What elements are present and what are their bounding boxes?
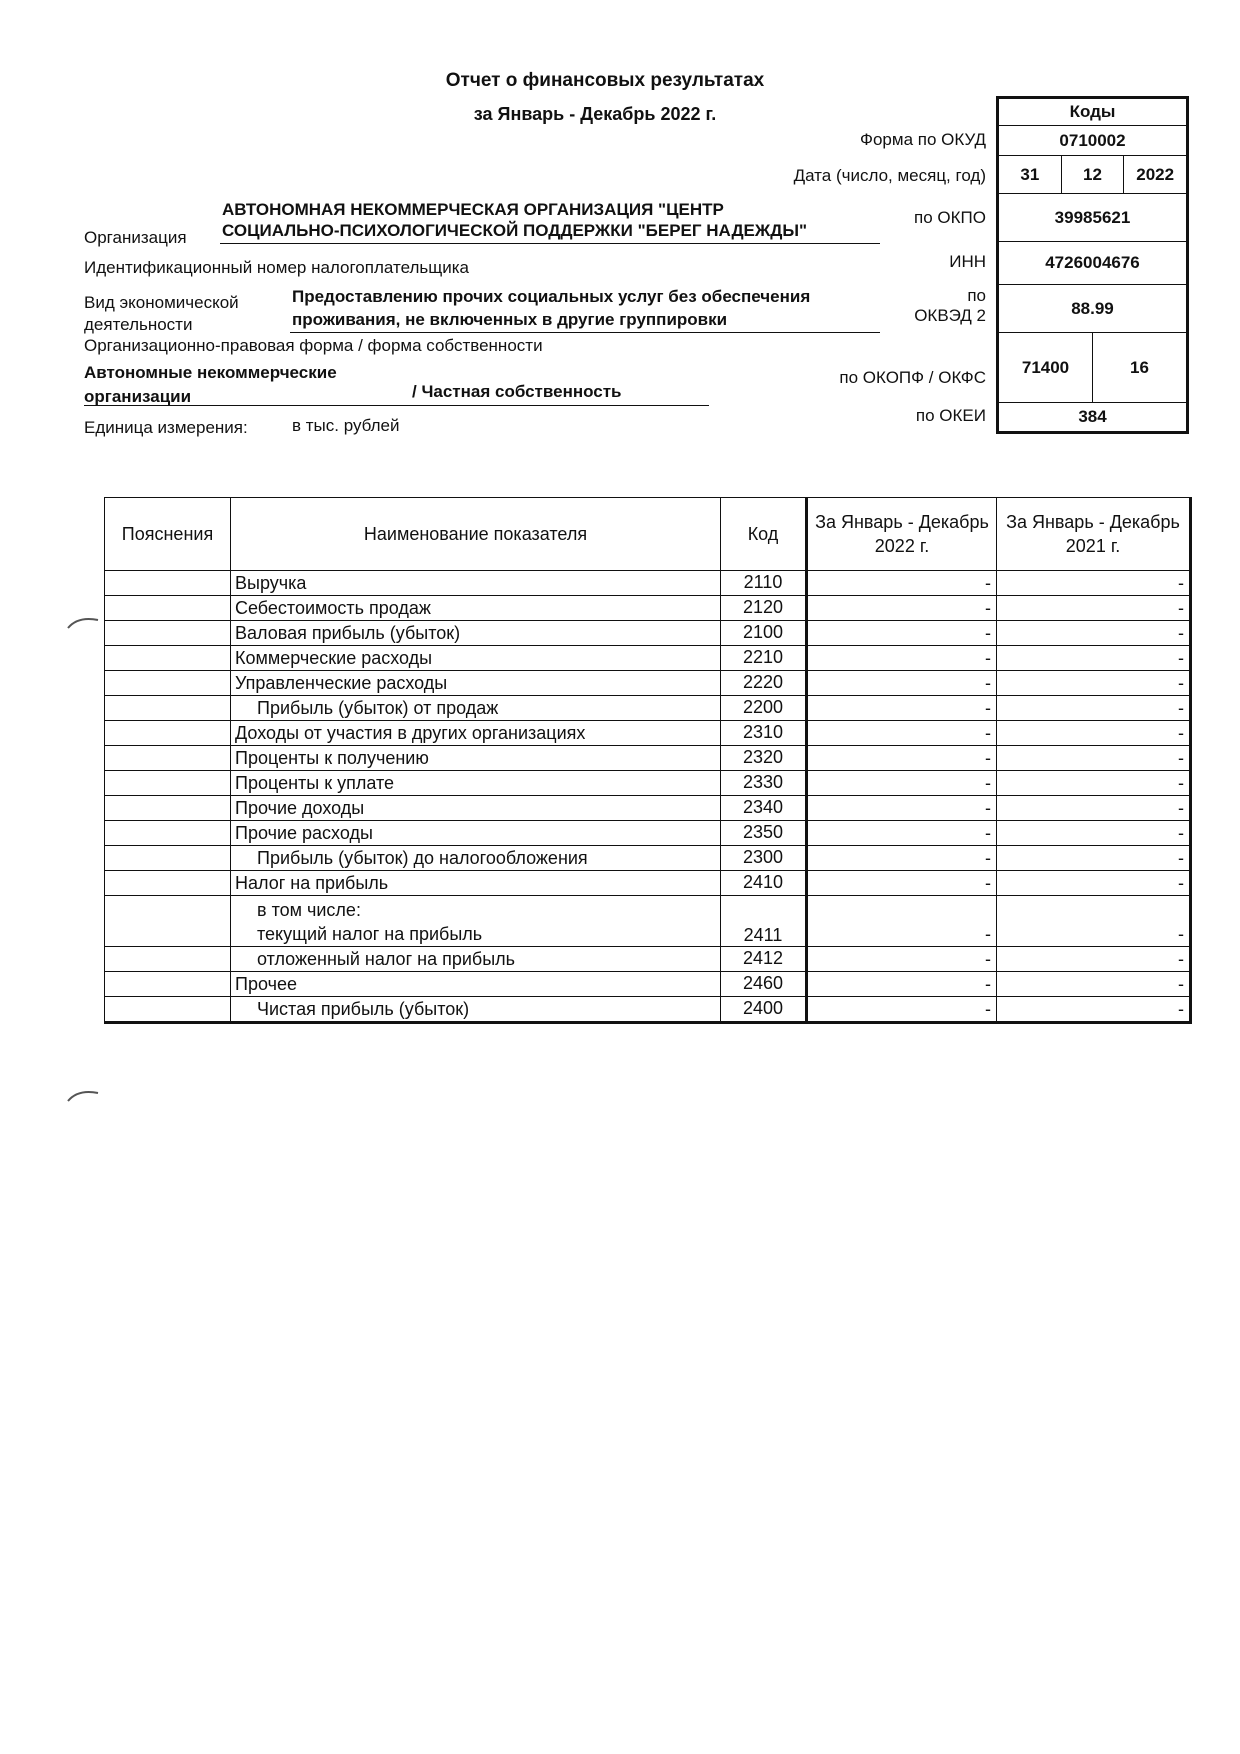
row-value-2022: - [807,997,997,1023]
notes-cell [105,997,231,1023]
row-name: Прочие расходы [231,821,721,846]
row-name-prefix: в том числе: [257,900,361,920]
row-code: 2340 [721,796,807,821]
notes-cell [105,671,231,696]
table-row [105,947,1191,972]
row-value-2022: - [807,696,997,721]
row-code: 2200 [721,696,807,721]
table-row [105,646,1191,671]
table-row [105,896,1191,947]
inn-row-label: Идентификационный номер налогоплательщика [84,258,469,277]
table-row [105,771,1191,796]
report-title: Отчет о финансовых результатах [445,70,765,91]
okpo-value: 39985621 [999,194,1186,242]
date-day: 31 [999,156,1062,193]
table-row [105,821,1191,846]
col-2021-header [997,498,1191,571]
okfs-value: 16 [1130,357,1149,377]
row-code: 2110 [721,571,807,596]
col-name-header: Наименование показателя [231,498,721,571]
row-name: Чистая прибыль (убыток) [231,997,721,1023]
table-row [105,796,1191,821]
row-name: Выручка [231,571,721,596]
inn-label: ИНН [949,252,986,271]
row-code: 2100 [721,621,807,646]
row-code: 2120 [721,596,807,621]
notes-cell [105,896,231,947]
okved-value: 88.99 [999,285,1186,333]
row-code: 2350 [721,821,807,846]
table-row [105,746,1191,771]
row-value-2022: - [807,972,997,997]
date-cells [999,156,1186,194]
col-2022-header-line-1: За Январь - Декабрь [815,512,989,532]
row-value-2021: - [997,771,1191,796]
notes-cell [105,571,231,596]
okud-label: Форма по ОКУД [860,130,986,149]
row-value-2021: - [997,571,1191,596]
notes-cell [105,621,231,646]
row-name: Прочие доходы [231,796,721,821]
row-value-2021: - [997,721,1191,746]
legal-form-label: Организационно-правовая форма / форма собственности [84,336,543,355]
okopf-value: 71400 [999,333,1093,402]
okved-label-1: по [967,286,986,305]
legal-form-underline [84,405,709,406]
notes-cell [105,796,231,821]
row-value-2022: - [807,871,997,896]
row-name: отложенный налог на прибыль [231,947,721,972]
row-value-2022: - [807,571,997,596]
okud-value: 0710002 [999,126,1186,156]
org-underline [220,243,880,244]
row-value-2022: - [807,596,997,621]
notes-cell [105,721,231,746]
row-name: Налог на прибыль [231,871,721,896]
org-name-line-1: АВТОНОМНАЯ НЕКОММЕРЧЕСКАЯ ОРГАНИЗАЦИЯ "ЦЕНТР [222,200,724,219]
row-value-2022: - [807,746,997,771]
activity-label-2: деятельности [84,315,193,334]
okopf-okfs-cells [999,333,1186,403]
table-row [105,997,1191,1023]
table-row [105,621,1191,646]
table-row [105,721,1191,746]
notes-cell [105,696,231,721]
activity-line-2: проживания, не включенных в другие группировки [292,310,728,329]
table-row [105,671,1191,696]
row-value-2021: - [997,821,1191,846]
notes-cell [105,746,231,771]
row-code: 2412 [721,947,807,972]
row-code: 2210 [721,646,807,671]
date-label: Дата (число, месяц, год) [793,166,986,185]
org-name-line-2: СОЦИАЛЬНО-ПСИХОЛОГИЧЕСКОЙ ПОДДЕРЖКИ "БЕРЕГ НАДЕЖДЫ" [222,221,808,240]
table-row [105,571,1191,596]
row-value-2022: - [807,796,997,821]
notes-cell [105,771,231,796]
date-year: 2022 [1136,164,1175,184]
row-name: Себестоимость продаж [231,596,721,621]
row-value-2022: - [807,721,997,746]
row-value-2022: - [807,821,997,846]
notes-cell [105,871,231,896]
codes-box [996,96,1189,434]
row-code: 2460 [721,972,807,997]
punch-hole-mark-bottom [64,1085,104,1105]
row-name-group [231,896,721,947]
row-name: Доходы от участия в других организациях [231,721,721,746]
row-code: 2330 [721,771,807,796]
col-2022-header-line-2: 2022 г. [874,536,930,556]
table-row [105,846,1191,871]
row-value-2021: - [997,671,1191,696]
notes-cell [105,596,231,621]
row-name: Проценты к получению [231,746,721,771]
row-value-2022: - [807,646,997,671]
okved-label-2: ОКВЭД 2 [914,306,986,325]
row-code: 2220 [721,671,807,696]
row-code: 2320 [721,746,807,771]
report-table [104,497,1192,1024]
row-value-2022: - [807,846,997,871]
legal-form-line-1: Автономные некоммерческие [84,363,337,382]
col-2022-header [807,498,997,571]
activity-underline [290,332,880,333]
row-value-2022: - [807,621,997,646]
report-period: за Январь - Декабрь 2022 г. [473,104,717,124]
row-name: Валовая прибыль (убыток) [231,621,721,646]
row-value-2021: - [997,646,1191,671]
row-code: 2310 [721,721,807,746]
row-name: текущий налог на прибыль [257,924,483,944]
inn-value: 4726004676 [999,242,1186,285]
row-value-2021: - [997,871,1191,896]
legal-form-line-2: организации [84,387,192,406]
row-code: 2410 [721,871,807,896]
row-value-2021: - [997,796,1191,821]
table-header-row [105,498,1191,571]
row-name: Прочее [231,972,721,997]
row-value-2021: - [997,846,1191,871]
org-label: Организация [84,228,187,247]
row-value-2021: - [997,746,1191,771]
row-value-2021: - [997,896,1191,947]
row-value-2022: - [807,896,997,947]
date-month: 12 [1062,156,1125,193]
okei-label: по ОКЕИ [915,406,986,425]
unit-label: Единица измерения: [84,418,248,437]
row-value-2022: - [807,671,997,696]
table-row [105,972,1191,997]
activity-line-1: Предоставлению прочих социальных услуг без обеспечения [292,287,811,306]
notes-cell [105,947,231,972]
table-row [105,696,1191,721]
row-name: Управленческие расходы [231,671,721,696]
row-code: 2400 [721,997,807,1023]
col-code-header: Код [721,498,807,571]
row-value-2021: - [997,997,1191,1023]
notes-cell [105,646,231,671]
row-value-2021: - [997,696,1191,721]
activity-label-1: Вид экономической [84,293,239,312]
notes-cell [105,972,231,997]
row-name: Прибыль (убыток) от продаж [231,696,721,721]
row-name: Коммерческие расходы [231,646,721,671]
punch-hole-mark-top [64,612,104,632]
row-value-2021: - [997,596,1191,621]
col-2021-header-line-1: За Январь - Декабрь [1006,512,1180,532]
col-notes-header: Пояснения [105,498,231,571]
row-value-2022: - [807,771,997,796]
okopf-label: по ОКОПФ / ОКФС [839,368,986,387]
row-value-2021: - [997,621,1191,646]
ownership-value: / Частная собственность [412,382,622,401]
unit-value: в тыс. рублей [292,416,400,435]
col-2021-header-line-2: 2021 г. [1065,536,1121,556]
row-value-2022: - [807,947,997,972]
okei-value: 384 [1078,407,1107,426]
row-value-2021: - [997,947,1191,972]
row-code: 2300 [721,846,807,871]
row-value-2021: - [997,972,1191,997]
row-name: Прибыль (убыток) до налогообложения [231,846,721,871]
table-row [105,596,1191,621]
row-code: 2411 [721,896,807,947]
codes-heading: Коды [999,99,1186,126]
okpo-label: по ОКПО [914,208,986,227]
row-name: Проценты к уплате [231,771,721,796]
notes-cell [105,846,231,871]
notes-cell [105,821,231,846]
table-row [105,871,1191,896]
